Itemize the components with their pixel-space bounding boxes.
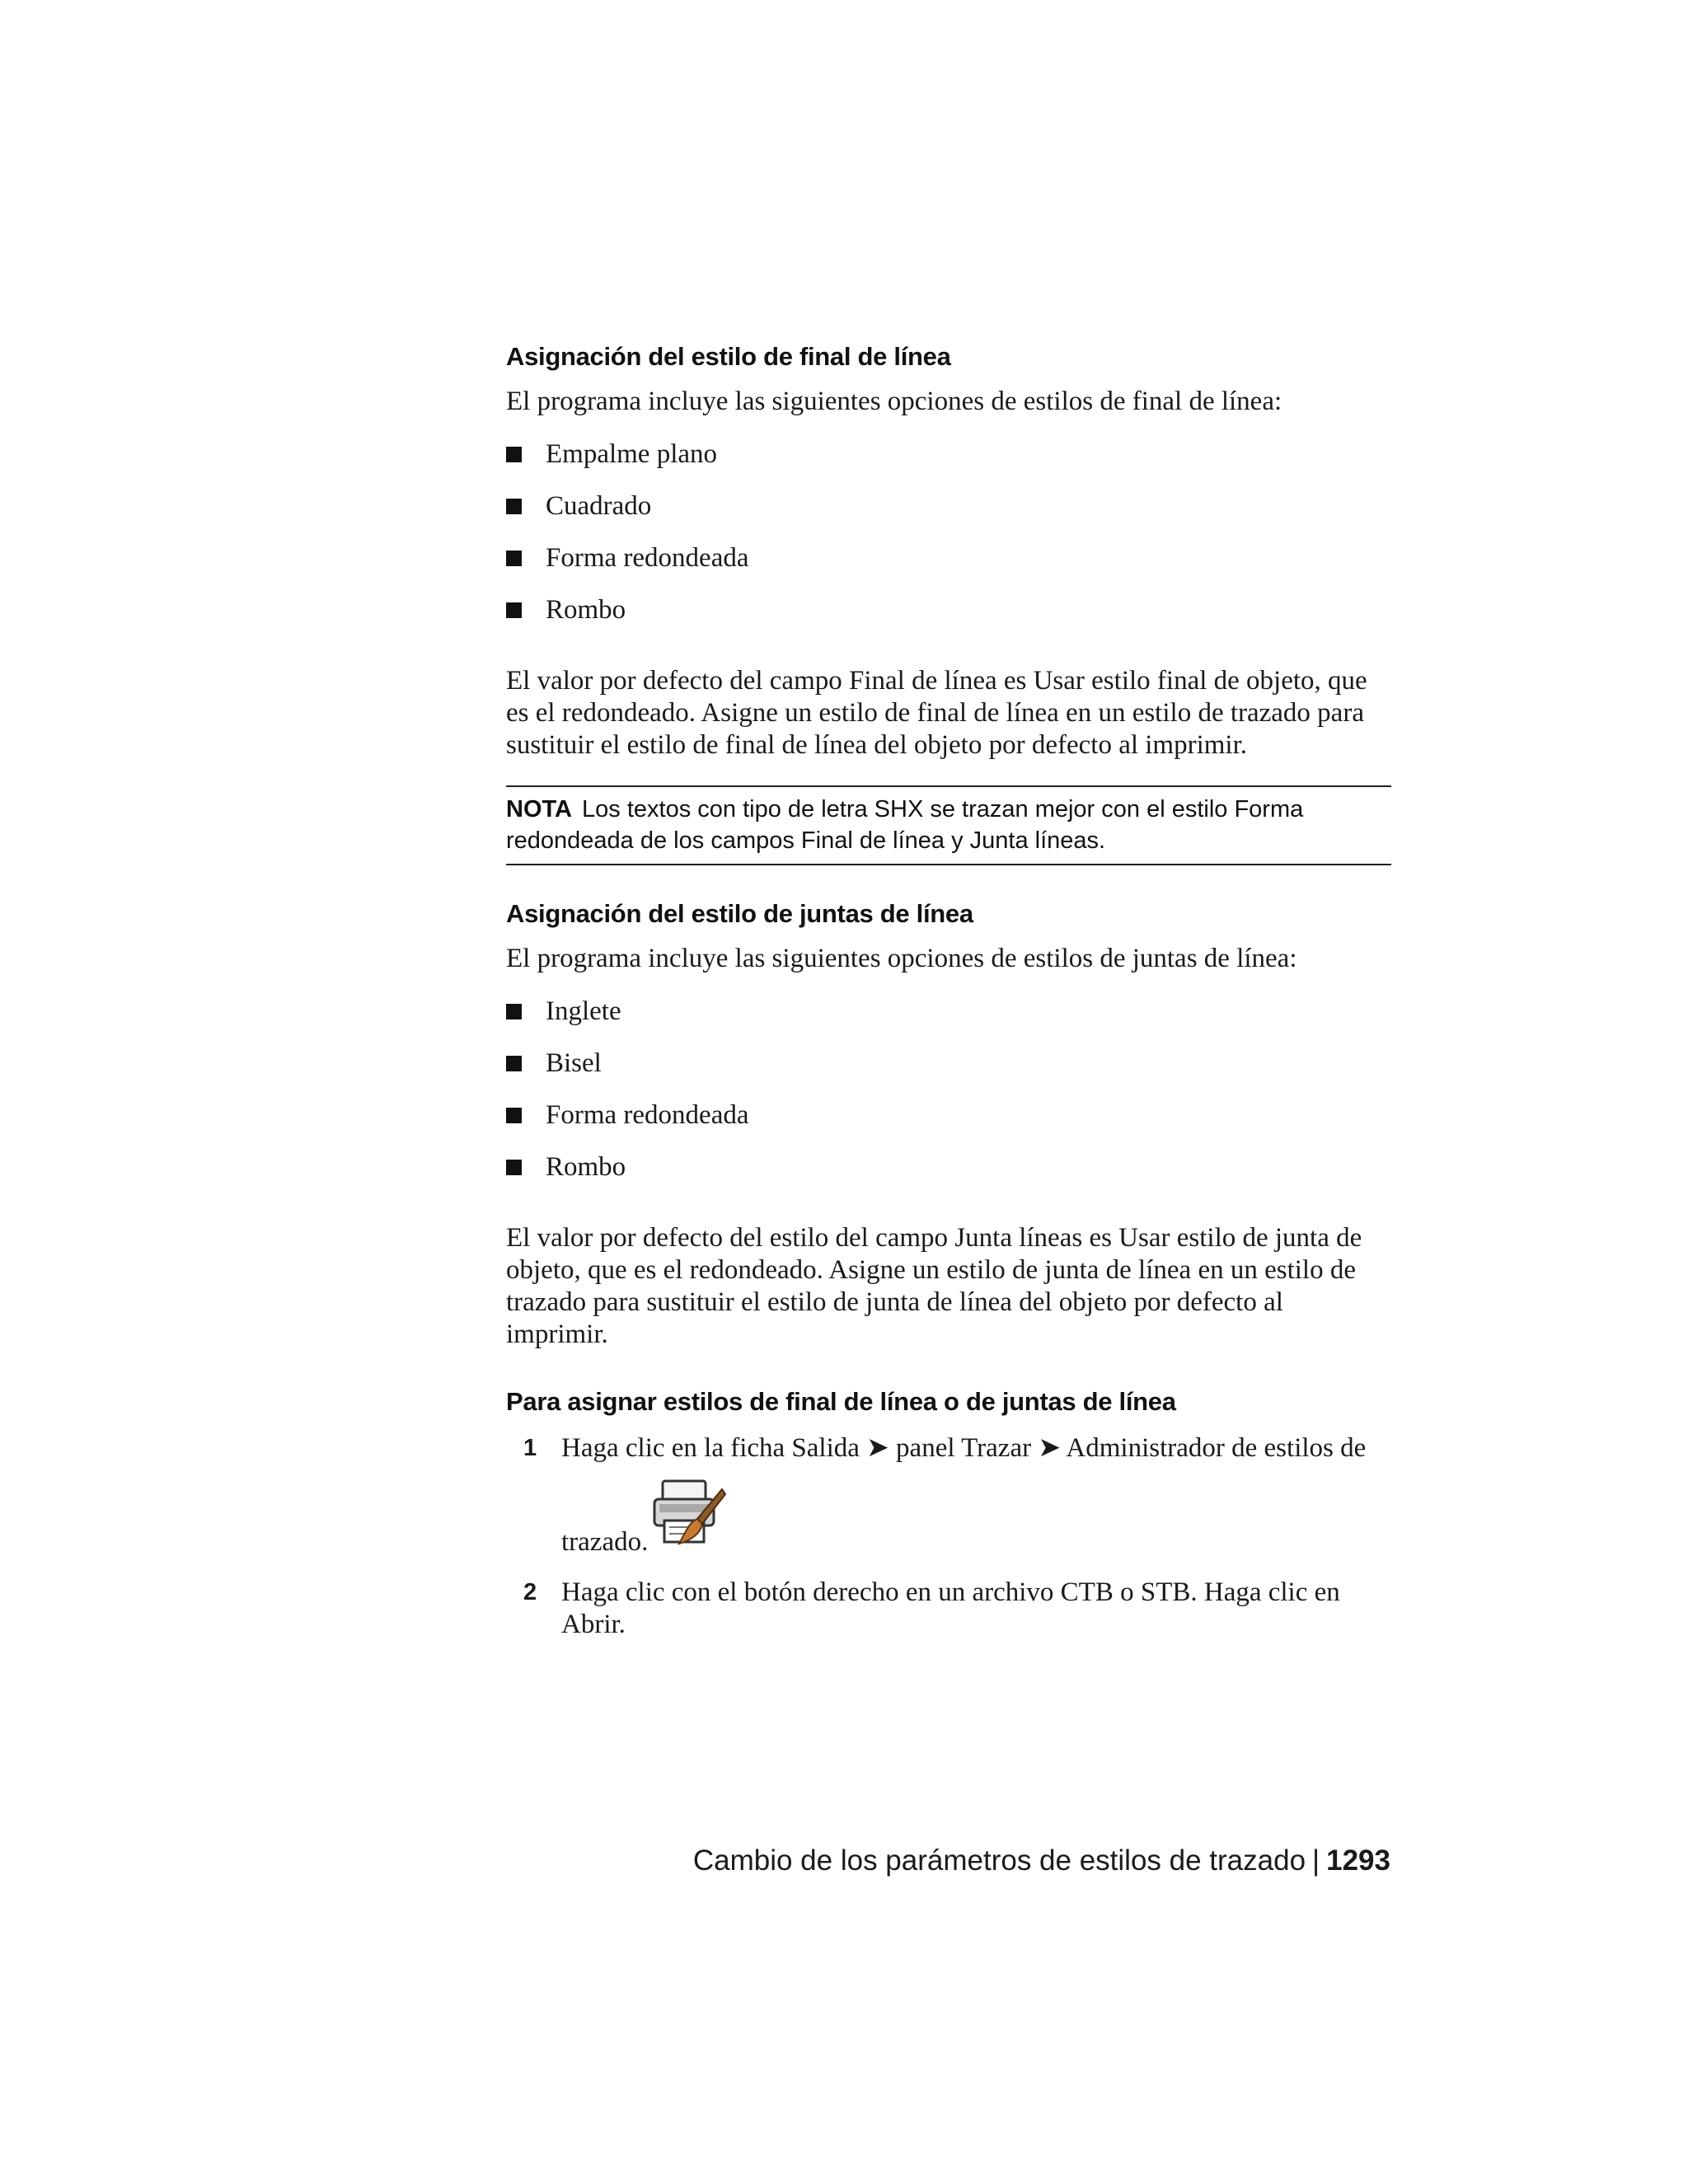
- bullet-square-icon: [506, 447, 522, 462]
- list-item: Cuadrado: [506, 490, 1391, 523]
- step-number: 2: [523, 1578, 537, 1605]
- note-label: NOTA: [506, 796, 573, 823]
- bullet-list-line-join: [506, 995, 1391, 1183]
- bullet-square-icon: [506, 1004, 522, 1019]
- section-heading-line-end: Asignación del estilo de final de línea: [506, 342, 951, 371]
- page-content: [506, 341, 1391, 1641]
- body-paragraph-line-join: El valor por defecto del estilo del campo Junta líneas es Usar estilo de junta de objeto, que es el redondeado. Asigne un estilo de junta de línea en un estilo de trazado para sustituir el estilo de junta de línea del objeto por defecto al imprimir.: [506, 1223, 1362, 1350]
- bullet-square-icon: [506, 1160, 522, 1175]
- body-paragraph-line-end: El valor por defecto del campo Final de línea es Usar estilo final de objeto, que es el redondeado. Asigne un estilo de final de línea en un estilo de trazado para sustituir el estilo de final de línea del objeto por defecto al imprimir.: [506, 666, 1367, 761]
- bullet-square-icon: [506, 499, 522, 514]
- footer-separator: |: [1312, 1844, 1320, 1877]
- bullet-square-icon: [506, 1108, 522, 1123]
- step-text-continuation: trazado.: [561, 1526, 649, 1557]
- procedure-steps: [506, 1432, 1391, 1641]
- note-text: Los textos con tipo de letra SHX se trazan mejor con el estilo Forma redondeada de los campos Final de línea y Junta líneas.: [506, 796, 1304, 855]
- list-item: Bisel: [506, 1047, 1391, 1080]
- list-item: Rombo: [506, 1151, 1391, 1183]
- bullet-square-icon: [506, 551, 522, 566]
- procedure-step: [506, 1577, 1391, 1641]
- list-item: Forma redondeada: [506, 1099, 1391, 1132]
- step-text: Haga clic con el botón derecho en un archivo CTB o STB. Haga clic en Abrir.: [561, 1577, 1340, 1639]
- section-heading-line-join: Asignación del estilo de juntas de línea: [506, 899, 973, 929]
- footer-title: Cambio de los parámetros de estilos de trazado: [692, 1844, 1306, 1877]
- page-number: 1293: [1326, 1844, 1390, 1877]
- plot-style-manager-icon: [651, 1474, 727, 1550]
- list-item: Forma redondeada: [506, 541, 1391, 574]
- list-item: Inglete: [506, 995, 1391, 1028]
- intro-line-join: El programa incluye las siguientes opciones de estilos de juntas de línea:: [506, 944, 1297, 974]
- step-text: Haga clic en la ficha Salida ➤ panel Trazar ➤ Administrador de estilos de: [561, 1432, 1367, 1463]
- intro-line-end: El programa incluye las siguientes opciones de estilos de final de línea:: [506, 387, 1282, 417]
- bullet-square-icon: [506, 602, 522, 618]
- procedure-heading: Para asignar estilos de final de línea o de juntas de línea: [506, 1387, 1176, 1417]
- list-item: Empalme plano: [506, 438, 1391, 471]
- note-box: [506, 785, 1391, 865]
- page-footer: [693, 1844, 1390, 1877]
- list-item: Rombo: [506, 593, 1391, 626]
- bullet-square-icon: [506, 1056, 522, 1071]
- procedure-step: [506, 1432, 1391, 1558]
- step-number: 1: [523, 1434, 537, 1461]
- bullet-list-line-end: [506, 438, 1391, 626]
